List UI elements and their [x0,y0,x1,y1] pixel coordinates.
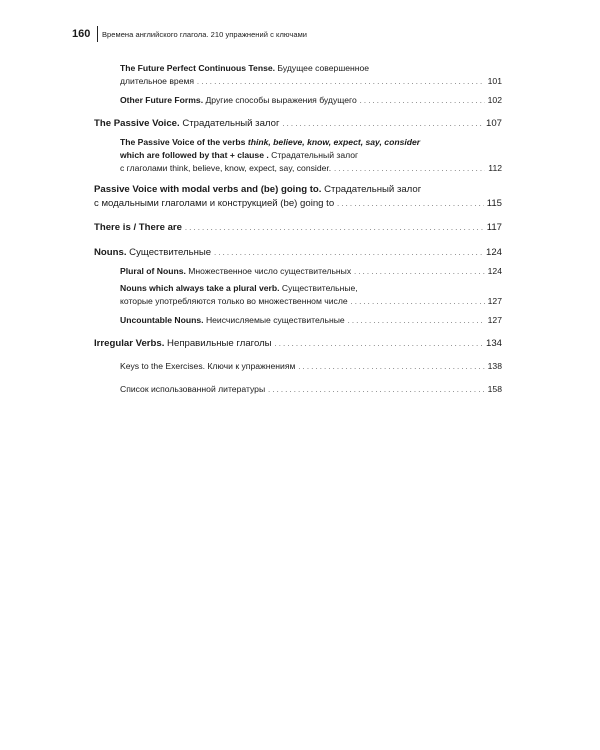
toc-entry-there-is[interactable] [94,221,502,236]
header-divider [97,26,98,42]
toc-title-en: Uncountable Nouns. [120,315,204,325]
toc-title-en: Nouns. [94,247,127,258]
toc-entry-line [94,246,502,261]
toc-title-en: Nouns which always take a plural verb. [120,283,280,293]
toc-title-en: Plural of Nouns. [120,266,186,276]
toc-title-en: Other Future Forms. [120,95,204,105]
toc-entry-line [120,360,502,374]
toc-page-number: 115 [486,198,502,209]
toc-entry-literature[interactable] [120,383,502,397]
dot-leader [298,360,484,374]
toc-title-ru: Будущее совершенное [275,63,370,73]
toc-title: Keys to the Exercises. Ключи к упражнениям [120,361,296,371]
toc-title-ru-cont: длительное время [120,76,195,86]
toc-entry-future-perfect-continuous[interactable] [120,62,502,89]
dot-leader [354,265,485,279]
toc-title-ru: Существительные [126,247,212,258]
dot-leader [185,221,484,236]
toc-page-number: 134 [485,338,502,349]
toc-entry-line [120,162,502,176]
toc-entry-line [94,221,502,236]
toc-entry-line [120,62,502,75]
toc-entry-keys[interactable] [120,360,502,374]
toc-entry-other-future-forms[interactable] [120,94,502,108]
toc-page-number: 124 [485,247,502,258]
toc-page-number: 117 [486,222,502,233]
toc-title-en-cont: which are followed by that + clause . [120,150,269,160]
toc-entry-line [94,337,502,352]
toc-entry-line [94,117,502,132]
dot-leader [351,295,485,309]
dot-leader [334,162,485,176]
toc-entry-nouns-plural-verb[interactable] [120,282,502,309]
toc-entry-irregular-verbs[interactable] [94,337,502,352]
toc-title-en: Passive Voice with modal verbs and (be) going to. [94,184,322,195]
toc-title-ru-cont: с глаголами think, believe, know, expect, say, consider. [120,163,332,173]
toc-page-number: 158 [487,384,502,394]
toc-entry-line [120,282,502,295]
toc-entry-line [94,197,502,212]
dot-leader [214,246,483,261]
toc-entry-line [120,383,502,397]
running-header [72,25,307,43]
toc-title-ru-cont: с модальными глаголами и конструкцией (be) going to [94,198,335,209]
toc-page-number: 127 [487,296,502,306]
toc-entry-line [120,295,502,309]
toc-entry-line [120,94,502,108]
dot-leader [268,383,485,397]
toc-entry-uncountable-nouns[interactable] [120,314,502,328]
toc-title-en: There is / There are [94,222,182,233]
toc-page-number: 102 [487,95,502,105]
toc-entry-line [120,265,502,279]
toc-title: Список использованной литературы [120,384,266,394]
toc-page-number: 107 [485,118,502,129]
toc-page-number: 112 [488,163,502,173]
toc-page-number: 101 [487,76,502,86]
toc-title-ru: Страдательный залог [321,184,422,195]
toc-title-ru: Другие способы выражения будущего [203,95,357,105]
dot-leader [197,75,485,89]
dot-leader [348,314,485,328]
toc-title-ru: Множественное число существительных [185,266,352,276]
toc-title-en: The Passive Voice of the verbs [120,137,248,147]
toc-title-ru: Страдательный залог [179,118,280,129]
dot-leader [275,337,483,352]
toc-entry-line [120,75,502,89]
toc-entry-line [94,183,502,197]
toc-entry-line [120,136,502,149]
toc-title-en: The Future Perfect Continuous Tense. [120,63,276,73]
toc-title-en: The Passive Voice. [94,118,180,129]
toc-title-en: Irregular Verbs. [94,338,165,349]
toc-entry-passive-reporting-verbs[interactable] [120,136,502,176]
toc-entry-line [120,149,502,162]
toc-entry-line [120,314,502,328]
toc-entry-passive-voice[interactable] [94,117,502,132]
toc-title-ru-cont: которые употребляются только во множественном числе [120,296,348,306]
toc-entry-nouns[interactable] [94,246,502,261]
toc-title-ru: Существительные, [279,283,358,293]
toc-page-number: 127 [487,315,502,325]
toc-page-number: 138 [487,361,502,371]
dot-leader [282,117,483,132]
toc-verb-list: think, believe, know, expect, say, consider [247,137,421,147]
toc-entry-passive-modal-verbs[interactable] [94,183,502,212]
toc-title-ru: Неисчисляемые существительные [203,315,345,325]
dot-leader [337,197,484,212]
toc-title-ru: Страдательный залог [268,150,359,160]
toc-page-number: 124 [487,266,502,276]
book-title: Времена английского глагола. 210 упражнений с ключами [102,29,308,39]
dot-leader [360,94,485,108]
page-number: 160 [72,28,91,40]
toc-entry-plural-of-nouns[interactable] [120,265,502,279]
toc-title-ru: Неправильные глаголы [164,338,272,349]
